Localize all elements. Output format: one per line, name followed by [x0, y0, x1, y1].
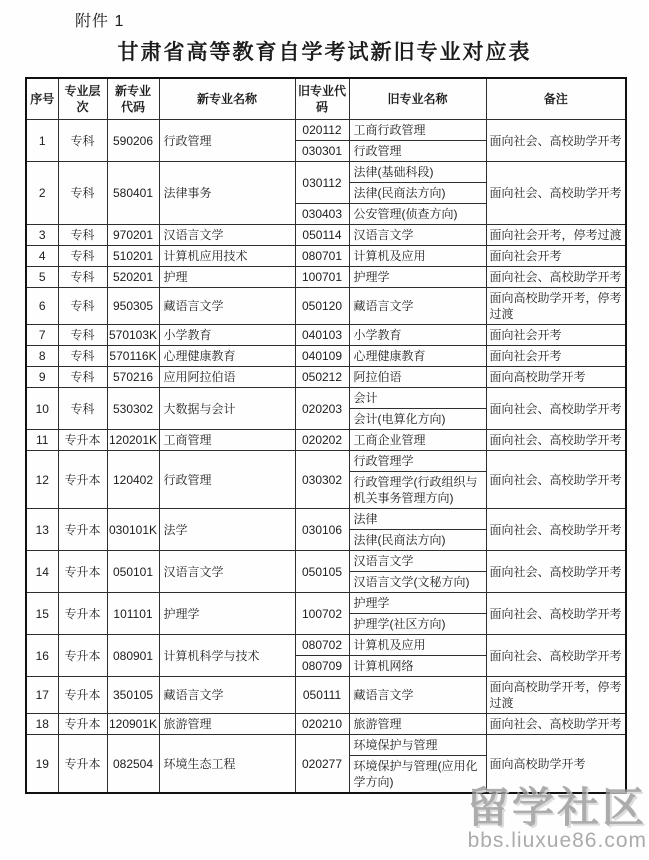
cell-old-name: 会计(电算化方向)	[349, 409, 486, 430]
cell-new-code: 350105	[107, 677, 159, 714]
table-row	[26, 735, 626, 756]
cell-old-code: 050212	[295, 367, 349, 388]
cell-old-code: 080709	[295, 656, 349, 677]
cell-no: 12	[26, 451, 58, 509]
cell-old-name: 护理学	[349, 267, 486, 288]
cell-old-name: 藏语言文学	[349, 677, 486, 714]
cell-no: 13	[26, 509, 58, 551]
table-row	[26, 593, 626, 614]
table-row	[26, 635, 626, 656]
cell-level: 专升本	[58, 593, 107, 635]
cell-remark: 面向社会、高校助学开考	[486, 430, 626, 451]
attachment-label: 附件 1	[75, 13, 125, 30]
cell-old-name: 护理学(社区方向)	[349, 614, 486, 635]
cell-remark: 面向社会、高校助学开考	[486, 551, 626, 593]
cell-remark: 面向高校助学开考	[486, 367, 626, 388]
cell-old-name: 工商企业管理	[349, 430, 486, 451]
cell-new-name: 旅游管理	[159, 714, 295, 735]
table-header	[26, 78, 626, 120]
cell-old-name: 阿拉伯语	[349, 367, 486, 388]
cell-level: 专升本	[58, 677, 107, 714]
cell-remark: 面向高校助学开考，停考过渡	[486, 677, 626, 714]
table-row	[26, 246, 626, 267]
majors-table	[25, 77, 627, 794]
cell-remark: 面向社会、高校助学开考	[486, 593, 626, 635]
cell-old-name: 法律(民商法方向)	[349, 530, 486, 551]
cell-remark: 面向社会、高校助学开考	[486, 635, 626, 677]
cell-remark: 面向社会、高校助学开考	[486, 451, 626, 509]
cell-new-name: 小学教育	[159, 325, 295, 346]
cell-new-code: 590206	[107, 120, 159, 162]
cell-new-code: 580401	[107, 162, 159, 225]
header-no: 序号	[26, 78, 58, 120]
cell-old-code: 030106	[295, 509, 349, 551]
header-level: 专业层次	[58, 78, 107, 120]
cell-new-name: 汉语言文学	[159, 225, 295, 246]
cell-old-code: 040103	[295, 325, 349, 346]
cell-old-code: 100702	[295, 593, 349, 635]
cell-level: 专升本	[58, 451, 107, 509]
cell-new-code: 080901	[107, 635, 159, 677]
cell-old-name: 心理健康教育	[349, 346, 486, 367]
cell-old-code: 100701	[295, 267, 349, 288]
cell-new-code: 120402	[107, 451, 159, 509]
cell-old-name: 汉语言文学	[349, 551, 486, 572]
cell-new-name: 藏语言文学	[159, 288, 295, 325]
cell-new-name: 行政管理	[159, 451, 295, 509]
cell-no: 19	[26, 735, 58, 794]
cell-new-name: 应用阿拉伯语	[159, 367, 295, 388]
cell-level: 专升本	[58, 714, 107, 735]
cell-old-name: 工商行政管理	[349, 120, 486, 141]
cell-old-name: 环境保护与管理(应用化学方向)	[349, 756, 486, 794]
cell-old-code: 050105	[295, 551, 349, 593]
cell-remark: 面向社会、高校助学开考	[486, 120, 626, 162]
cell-level: 专升本	[58, 551, 107, 593]
cell-old-name: 法律(民商法方向)	[349, 183, 486, 204]
header-row	[26, 78, 626, 120]
cell-level: 专升本	[58, 509, 107, 551]
table-row	[26, 225, 626, 246]
header-old-name: 旧专业名称	[349, 78, 486, 120]
cell-remark: 面向社会开考	[486, 325, 626, 346]
cell-level: 专科	[58, 388, 107, 430]
cell-level: 专升本	[58, 735, 107, 794]
cell-new-code: 530302	[107, 388, 159, 430]
cell-remark: 面向社会、高校助学开考	[486, 509, 626, 551]
cell-old-name: 汉语言文学	[349, 225, 486, 246]
cell-remark: 面向高校助学开考	[486, 735, 626, 794]
cell-old-code: 020112	[295, 120, 349, 141]
cell-no: 5	[26, 267, 58, 288]
cell-new-name: 护理学	[159, 593, 295, 635]
table-row	[26, 388, 626, 409]
cell-new-name: 护理	[159, 267, 295, 288]
cell-new-name: 大数据与会计	[159, 388, 295, 430]
cell-new-code: 510201	[107, 246, 159, 267]
cell-no: 17	[26, 677, 58, 714]
table-row	[26, 162, 626, 183]
cell-no: 10	[26, 388, 58, 430]
cell-new-code: 570103K	[107, 325, 159, 346]
cell-old-name: 行政管理	[349, 141, 486, 162]
cell-level: 专科	[58, 346, 107, 367]
cell-new-code: 950305	[107, 288, 159, 325]
cell-old-name: 行政管理学	[349, 451, 486, 472]
cell-old-code: 030302	[295, 451, 349, 509]
cell-new-code: 101101	[107, 593, 159, 635]
header-old-code: 旧专业代码	[295, 78, 349, 120]
cell-remark: 面向社会开考	[486, 346, 626, 367]
cell-level: 专科	[58, 288, 107, 325]
cell-old-code: 050120	[295, 288, 349, 325]
cell-no: 14	[26, 551, 58, 593]
cell-old-code: 020277	[295, 735, 349, 794]
cell-level: 专科	[58, 120, 107, 162]
cell-old-code: 050111	[295, 677, 349, 714]
table-row	[26, 367, 626, 388]
cell-remark: 面向高校助学开考，停考过渡	[486, 288, 626, 325]
table-row	[26, 267, 626, 288]
cell-old-code: 030403	[295, 204, 349, 225]
cell-new-name: 计算机科学与技术	[159, 635, 295, 677]
cell-no: 8	[26, 346, 58, 367]
cell-new-name: 行政管理	[159, 120, 295, 162]
cell-new-code: 082504	[107, 735, 159, 794]
header-new-code: 新专业代码	[107, 78, 159, 120]
table-row	[26, 551, 626, 572]
cell-new-code: 120901K	[107, 714, 159, 735]
majors-table-body	[26, 120, 626, 794]
cell-level: 专升本	[58, 635, 107, 677]
cell-old-name: 藏语言文学	[349, 288, 486, 325]
cell-old-name: 行政管理学(行政组织与机关事务管理方向)	[349, 472, 486, 509]
cell-remark: 面向社会、高校助学开考	[486, 714, 626, 735]
cell-old-name: 汉语言文学(文秘方向)	[349, 572, 486, 593]
cell-no: 2	[26, 162, 58, 225]
cell-old-code: 080701	[295, 246, 349, 267]
cell-no: 3	[26, 225, 58, 246]
cell-old-name: 法律(基础科段)	[349, 162, 486, 183]
watermark-site-url: bbs.liuxue86.com	[467, 829, 647, 852]
cell-remark: 面向社会、高校助学开考	[486, 388, 626, 430]
cell-new-name: 法学	[159, 509, 295, 551]
cell-old-code: 020202	[295, 430, 349, 451]
watermark-logo-text: 留学社区	[466, 784, 647, 831]
cell-new-code: 570116K	[107, 346, 159, 367]
cell-new-name: 法律事务	[159, 162, 295, 225]
cell-old-name: 环境保护与管理	[349, 735, 486, 756]
cell-new-name: 心理健康教育	[159, 346, 295, 367]
cell-new-code: 050101	[107, 551, 159, 593]
cell-level: 专科	[58, 225, 107, 246]
cell-no: 1	[26, 120, 58, 162]
cell-old-code: 040109	[295, 346, 349, 367]
cell-level: 专科	[58, 162, 107, 225]
cell-new-name: 计算机应用技术	[159, 246, 295, 267]
cell-old-code: 020203	[295, 388, 349, 430]
table-row	[26, 677, 626, 714]
cell-no: 11	[26, 430, 58, 451]
cell-remark: 面向社会、高校助学开考	[486, 267, 626, 288]
cell-old-name: 小学教育	[349, 325, 486, 346]
watermark	[467, 786, 647, 852]
cell-old-code: 080702	[295, 635, 349, 656]
cell-no: 18	[26, 714, 58, 735]
cell-no: 7	[26, 325, 58, 346]
table-row	[26, 346, 626, 367]
cell-new-name: 环境生态工程	[159, 735, 295, 794]
cell-new-code: 120201K	[107, 430, 159, 451]
cell-old-name: 旅游管理	[349, 714, 486, 735]
cell-new-code: 520201	[107, 267, 159, 288]
table-row	[26, 325, 626, 346]
cell-no: 6	[26, 288, 58, 325]
cell-remark: 面向社会开考，停考过渡	[486, 225, 626, 246]
cell-new-code: 030101K	[107, 509, 159, 551]
cell-remark: 面向社会、高校助学开考	[486, 162, 626, 225]
cell-level: 专科	[58, 367, 107, 388]
cell-old-code: 030112	[295, 162, 349, 204]
cell-new-name: 汉语言文学	[159, 551, 295, 593]
table-row	[26, 430, 626, 451]
header-new-name: 新专业名称	[159, 78, 295, 120]
cell-new-code: 570216	[107, 367, 159, 388]
cell-no: 9	[26, 367, 58, 388]
cell-no: 4	[26, 246, 58, 267]
cell-old-code: 020210	[295, 714, 349, 735]
cell-new-name: 工商管理	[159, 430, 295, 451]
table-row	[26, 509, 626, 530]
cell-remark: 面向社会开考	[486, 246, 626, 267]
header-remark: 备注	[486, 78, 626, 120]
cell-no: 16	[26, 635, 58, 677]
cell-no: 15	[26, 593, 58, 635]
cell-old-name: 计算机及应用	[349, 635, 486, 656]
cell-old-code: 030301	[295, 141, 349, 162]
cell-level: 专升本	[58, 430, 107, 451]
table-row	[26, 288, 626, 325]
cell-level: 专科	[58, 267, 107, 288]
cell-old-code: 050114	[295, 225, 349, 246]
table-row	[26, 451, 626, 472]
cell-old-name: 法律	[349, 509, 486, 530]
cell-old-name: 计算机网络	[349, 656, 486, 677]
cell-level: 专科	[58, 246, 107, 267]
page-title: 甘肃省高等教育自学考试新旧专业对应表	[117, 41, 532, 64]
cell-old-name: 计算机及应用	[349, 246, 486, 267]
cell-old-name: 会计	[349, 388, 486, 409]
cell-old-name: 公安管理(侦查方向)	[349, 204, 486, 225]
table-row	[26, 120, 626, 141]
cell-level: 专科	[58, 325, 107, 346]
cell-new-name: 藏语言文学	[159, 677, 295, 714]
cell-old-name: 护理学	[349, 593, 486, 614]
cell-new-code: 970201	[107, 225, 159, 246]
table-row	[26, 714, 626, 735]
